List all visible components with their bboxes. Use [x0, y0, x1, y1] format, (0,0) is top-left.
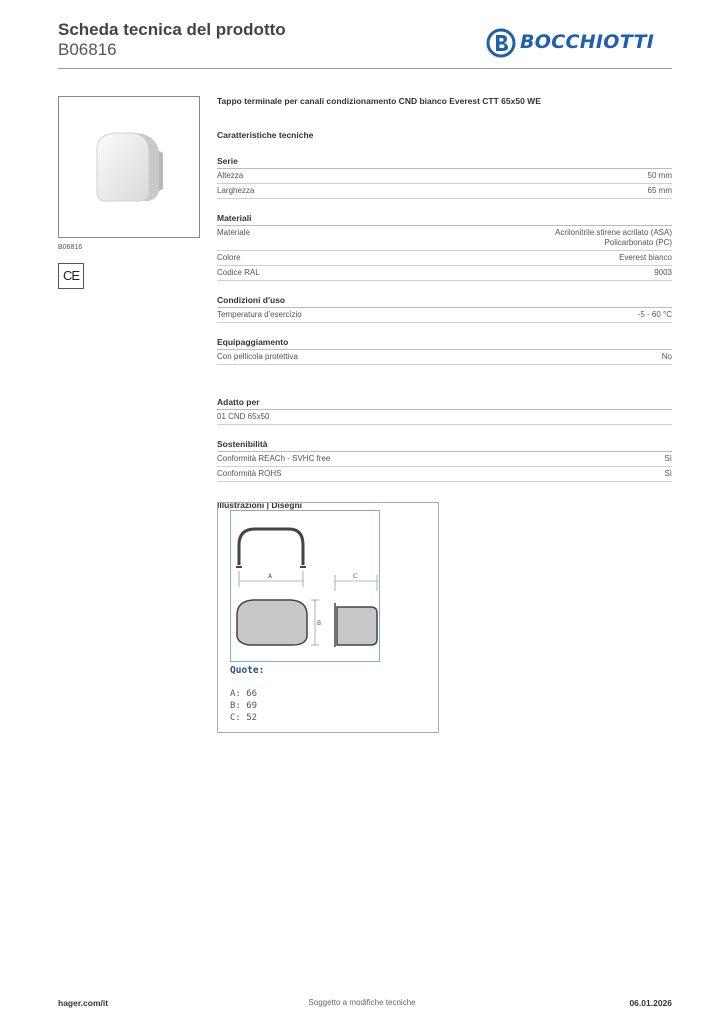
section-title: Sostenibilità [217, 439, 672, 452]
product-title: Tappo terminale per canali condizionamento CND bianco Everest CTT 65x50 WE [217, 96, 541, 106]
spec-value: -5 - 60 °C [637, 310, 672, 319]
spec-row [217, 184, 672, 199]
section-adatto-per [217, 397, 672, 425]
spec-row [217, 452, 672, 467]
spec-value: 9003 [654, 268, 672, 277]
quote-line: B: 69 [230, 701, 258, 711]
spec-label: Materiale [217, 228, 250, 237]
spec-row [217, 251, 672, 266]
drawing-svg [231, 511, 379, 661]
footer-website-link[interactable]: hager.com/it [58, 998, 109, 1008]
section-materiali [217, 213, 672, 281]
logo-text: BOCCHIOTTI [520, 31, 655, 53]
bocchiotti-logo [486, 28, 668, 60]
section-title: Materiali [217, 213, 672, 226]
spec-row [217, 226, 672, 251]
spec-row [217, 467, 672, 482]
spec-label: Temperatura d'esercizio [217, 310, 302, 319]
header-divider [58, 68, 672, 69]
product-photo [58, 96, 200, 238]
spec-value: 65 mm [647, 186, 672, 195]
illustrations-title: Illustrazioni | Disegni [217, 500, 303, 510]
spec-row [217, 308, 672, 323]
spec-label: Con pellicola protettiva [217, 352, 298, 361]
spec-label: Conformità ROHS [217, 469, 282, 478]
ce-icon: CE [62, 268, 80, 283]
ce-mark [58, 263, 84, 289]
spec-value: 50 mm [647, 171, 672, 180]
quote-line: C: 52 [230, 713, 258, 723]
section-serie [217, 156, 672, 199]
spec-label: Codice RAL [217, 268, 260, 277]
quote-title: Quote: [230, 665, 265, 676]
spec-row [217, 266, 672, 281]
spec-value-line: Acrilonitrile stirene acrilato (ASA) [555, 228, 672, 237]
section-equipaggiamento [217, 337, 672, 365]
photo-caption: B06816 [58, 244, 83, 251]
section-title: Adatto per [217, 397, 672, 410]
spec-label: Larghezza [217, 186, 255, 195]
footer-note: Soggetto a modifiche tecniche [308, 998, 416, 1007]
product-image [59, 97, 199, 237]
spec-row [217, 169, 672, 184]
spec-value: Sì [664, 469, 672, 478]
logo-b-icon [486, 28, 516, 58]
spec-row [217, 350, 672, 365]
spec-label: Colore [217, 253, 241, 262]
section-condizioni [217, 295, 672, 323]
dim-label-a: A [268, 573, 273, 580]
section-sostenibilita [217, 439, 672, 482]
quote-line: A: 66 [230, 689, 258, 699]
section-title: Condizioni d'uso [217, 295, 672, 308]
spec-value: No [661, 352, 672, 361]
page-title: Scheda tecnica del prodotto [58, 20, 286, 39]
product-code: B06816 [58, 40, 117, 59]
dim-label-c: C [353, 573, 358, 580]
spec-value-line: Policarbonato (PC) [604, 238, 672, 247]
section-title: Equipaggiamento [217, 337, 672, 350]
technical-drawing [230, 510, 380, 662]
spec-value: Everest bianco [619, 253, 672, 262]
tech-content [217, 96, 672, 510]
illustration-panel [217, 502, 439, 733]
spec-row [217, 410, 672, 425]
spec-value: Sì [664, 454, 672, 463]
spec-label: Conformità REACh - SVHC free [217, 454, 331, 463]
section-title: Serie [217, 156, 672, 169]
spec-label: 01 CND 65x50 [217, 412, 270, 421]
spec-label: Altezza [217, 171, 244, 180]
spec-value [555, 228, 672, 248]
tech-heading: Caratteristiche tecniche [217, 130, 314, 140]
footer-date: 06.01.2026 [629, 998, 672, 1008]
dim-label-b: B [317, 620, 322, 627]
